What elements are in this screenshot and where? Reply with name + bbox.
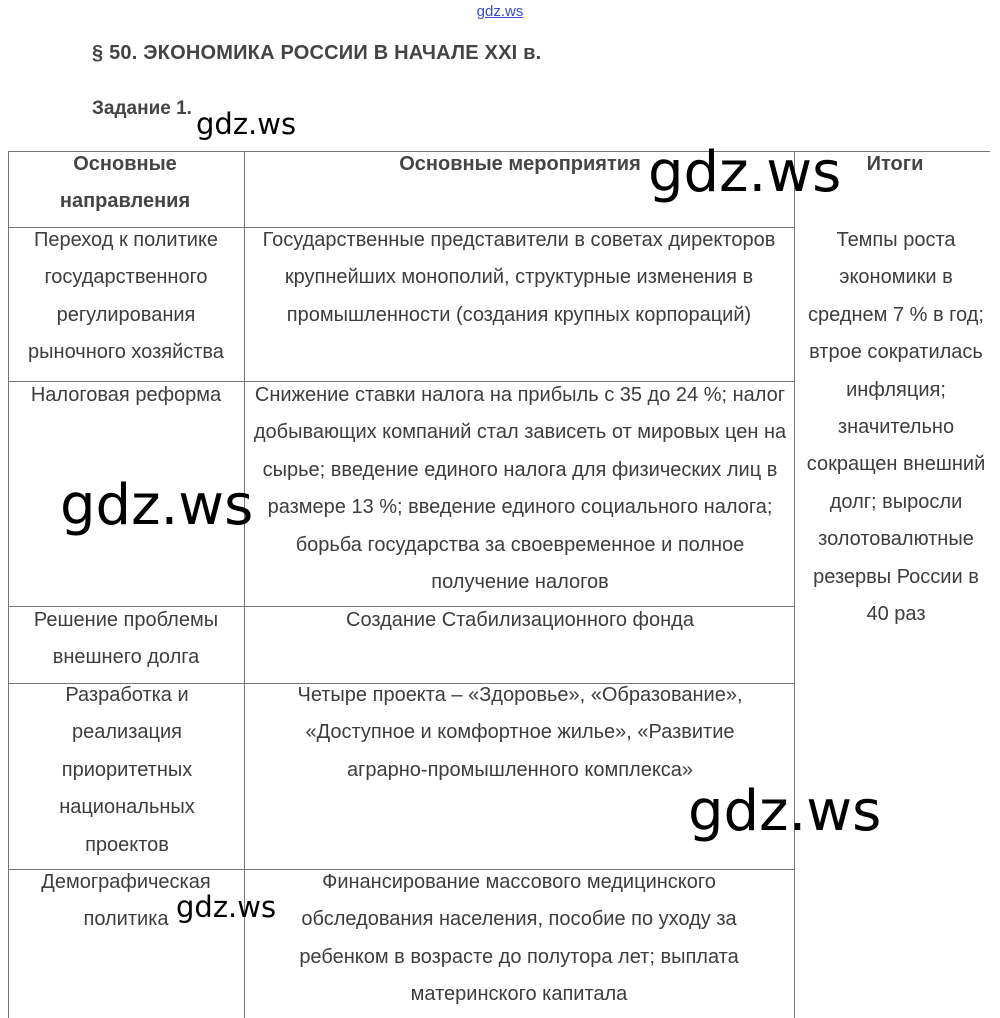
section-heading: § 50. ЭКОНОМИКА РОССИИ В НАЧАЛЕ XXI в.: [92, 42, 542, 64]
measures-cell: Четыре проекта – «Здоровье», «Образование», «Доступное и комфортное жилье», «Развитие аграрно-промышленного комплекса»: [297, 684, 743, 781]
measures-cell: Финансирование массового медицинского обследования населения, пособие по уходу за ребенком в возрасте до полутора лет; выплата материнского капитала: [299, 871, 739, 1006]
direction-cell: Демографическая политика: [41, 871, 211, 931]
direction-cell: Разработка и реализация приоритетных национальных проектов: [59, 684, 195, 856]
header-results: Итоги: [866, 153, 924, 175]
watermark: gdz.ws: [176, 890, 277, 924]
measures-cell: Государственные представители в советах директоров крупнейших монополий, структурные изменения в промышленности (создания крупных корпораций): [262, 229, 776, 326]
header-directions: Основные направления: [59, 153, 191, 213]
watermark: gdz.ws: [60, 473, 254, 538]
measures-cell: Создание Стабилизационного фонда: [346, 609, 694, 631]
header-measures: Основные мероприятия: [399, 153, 641, 175]
top-watermark-link[interactable]: gdz.ws: [476, 3, 524, 20]
direction-cell: Решение проблемы внешнего долга: [33, 609, 219, 669]
direction-cell: Переход к политике государственного регулирования рыночного хозяйства: [28, 229, 224, 364]
watermark: gdz.ws: [196, 107, 297, 141]
watermark: gdz.ws: [648, 140, 842, 205]
results-cell: Темпы роста экономики в среднем 7 % в год; втрое сократилась инфляция; значительно сокращен внешний долг; выросли золотовалютные резервы России в 40 раз: [806, 229, 986, 626]
task-label: Задание 1.: [92, 98, 192, 119]
watermark: gdz.ws: [688, 779, 882, 844]
measures-cell: Снижение ставки налога на прибыль с 35 до 24 %; налог добывающих компаний стал зависеть от мировых цен на сырье; введение единого налога для физических лиц в размере 13 %; введение единого социального налога; борьба государства за своевременное и полное получение налогов: [253, 384, 787, 594]
direction-cell: Налоговая реформа: [30, 384, 222, 406]
